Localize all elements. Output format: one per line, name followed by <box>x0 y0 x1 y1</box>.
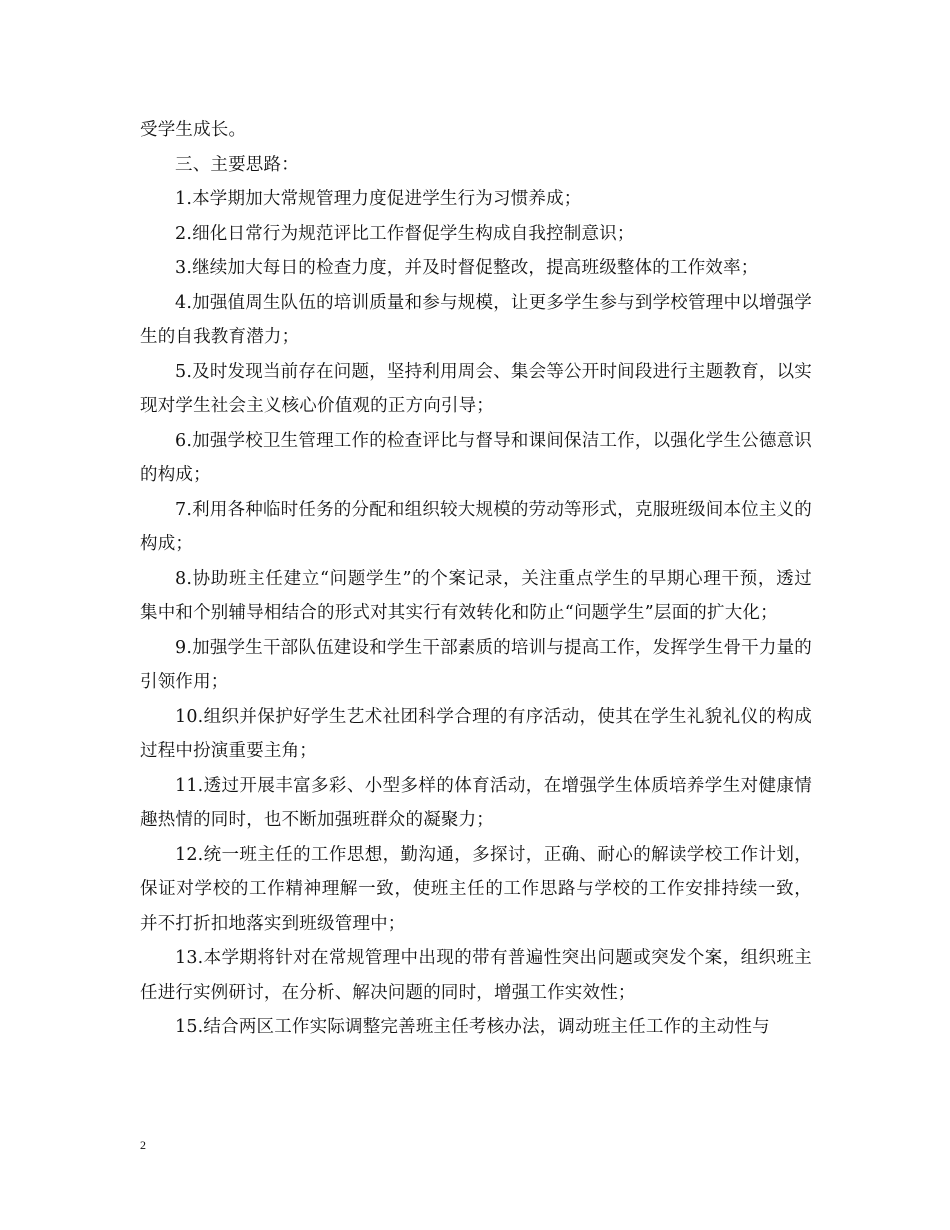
list-item-2: 2.细化日常行为规范评比工作督促学生构成自我控制意识； <box>175 223 635 244</box>
list-item-13: 13.本学期将针对在常规管理中出现的带有普遍性突出问题或突发个案，组织班主任进行实例研讨，在分析、解决问题的同时，增强工作实效性； <box>140 948 812 1003</box>
page-number: 2 <box>140 1138 146 1152</box>
list-item-10: 10.组织并保护好学生艺术社团科学合理的有序活动，使其在学生礼貌礼仪的构成过程中扮演重要主角； <box>140 706 812 761</box>
section-heading: 三、主要思路： <box>175 154 299 175</box>
paragraph-continuation: 受学生成长。 <box>140 120 247 140</box>
list-item-7: 7.利用各种临时任务的分配和组织较大规模的劳动等形式，克服班级间本位主义的构成； <box>140 499 812 554</box>
list-item-9: 9.加强学生干部队伍建设和学生干部素质的培训与提高工作，发挥学生骨干力量的引领作用； <box>140 637 812 692</box>
list-item-11: 11.透过开展丰富多彩、小型多样的体育活动，在增强学生体质培养学生对健康情趣热情的同时，也不断加强班群众的凝聚力； <box>140 775 812 830</box>
list-item-3: 3.继续加大每日的检查力度，并及时督促整改，提高班级整体的工作效率； <box>175 258 759 278</box>
list-item-6: 6.加强学校卫生管理工作的检查评比与督导和课间保洁工作，以强化学生公德意识的构成； <box>140 430 812 485</box>
document-body <box>140 113 812 1045</box>
list-item-8: 8.协助班主任建立“问题学生”的个案记录，关注重点学生的早期心理干预，透过集中和个别辅导相结合的形式对其实行有效转化和防止“问题学生”层面的扩大化； <box>140 568 812 623</box>
list-item-15: 15.结合两区工作实际调整完善班主任考核办法，调动班主任工作的主动性与 <box>175 1017 770 1037</box>
list-item-4: 4.加强值周生队伍的培训质量和参与规模，让更多学生参与到学校管理中以增强学生的自我教育潜力； <box>140 292 812 347</box>
list-item-1: 1.本学期加大常规管理力度促进学生行为习惯养成； <box>175 189 582 209</box>
list-item-12: 12.统一班主任的工作思想，勤沟通，多探讨，正确、耐心的解读学校工作计划，保证对学校的工作精神理解一致，使班主任的工作思路与学校的工作安排持续一致，并不打折扣地落实到班级管理中； <box>140 844 812 934</box>
list-item-5: 5.及时发现当前存在问题，坚持利用周会、集会等公开时间段进行主题教育，以实现对学生社会主义核心价值观的正方向引导； <box>140 361 812 416</box>
